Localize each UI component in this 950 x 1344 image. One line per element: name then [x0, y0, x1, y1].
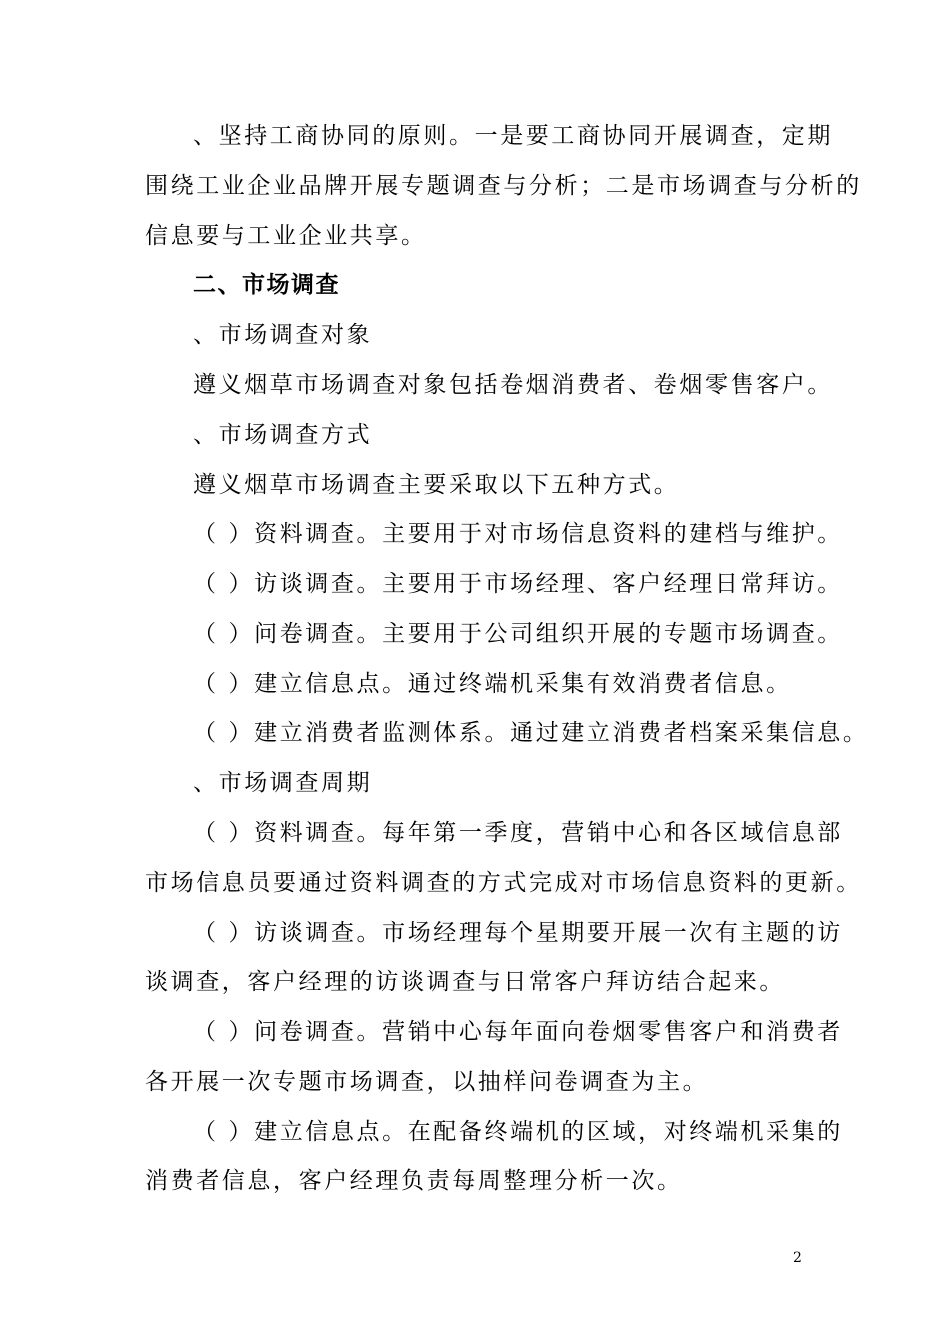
list-item: （ ）问卷调查。主要用于公司组织开展的专题市场调查。: [193, 621, 843, 647]
list-item: （ ）建立信息点。通过终端机采集有效消费者信息。: [193, 671, 792, 697]
paragraph-line: 遵义烟草市场调查主要采取以下五种方式。: [193, 472, 680, 498]
subsection-heading: 、市场调查周期: [193, 770, 373, 796]
section-heading: 二、市场调查: [193, 272, 340, 298]
subsection-heading: 、市场调查方式: [193, 422, 373, 448]
list-item: （ ）问卷调查。营销中心每年面向卷烟零售客户和消费者: [193, 1019, 843, 1045]
paragraph-line: 市场信息员要通过资料调查的方式完成对市场信息资料的更新。: [145, 870, 862, 896]
list-item: （ ）建立消费者监测体系。通过建立消费者档案采集信息。: [193, 720, 869, 746]
list-item: （ ）访谈调查。市场经理每个星期要开展一次有主题的访: [193, 920, 843, 946]
paragraph-line: 围绕工业企业品牌开展专题调查与分析；二是市场调查与分析的: [145, 173, 862, 199]
paragraph-line: 各开展一次专题市场调查，以抽样问卷调查为主。: [145, 1069, 709, 1095]
paragraph-line: 遵义烟草市场调查对象包括卷烟消费者、卷烟零售客户。: [193, 372, 833, 398]
list-item: （ ）资料调查。主要用于对市场信息资料的建档与维护。: [193, 521, 843, 547]
list-item: （ ）访谈调查。主要用于市场经理、客户经理日常拜访。: [193, 571, 843, 597]
paragraph-line: 信息要与工业企业共享。: [145, 223, 427, 249]
subsection-heading: 、市场调查对象: [193, 322, 373, 348]
paragraph-line: 谈调查，客户经理的访谈调查与日常客户拜访结合起来。: [145, 969, 785, 995]
list-item: （ ）建立信息点。在配备终端机的区域，对终端机采集的: [193, 1119, 843, 1145]
page-number: 2: [793, 1250, 802, 1266]
paragraph-line: 消费者信息，客户经理负责每周整理分析一次。: [145, 1168, 683, 1194]
list-item: （ ）资料调查。每年第一季度，营销中心和各区域信息部: [193, 820, 843, 846]
paragraph-line: 、坚持工商协同的原则。一是要工商协同开展调查，定期: [193, 123, 833, 149]
